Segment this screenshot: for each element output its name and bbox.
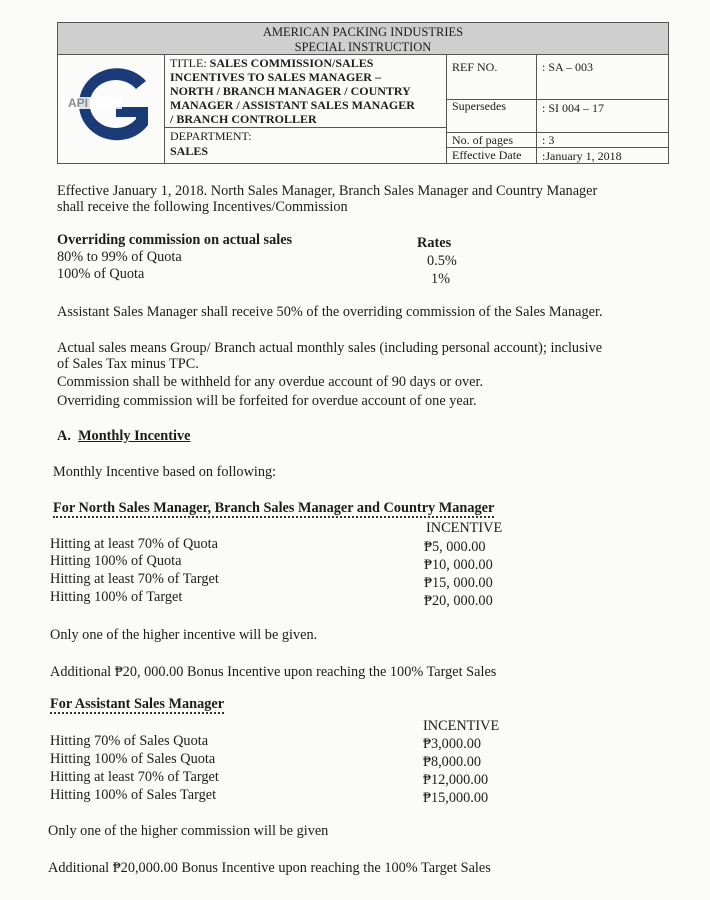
title-line-2: INCENTIVES TO SALES MANAGER – [170, 70, 381, 84]
group2-row-1-value: ₱3,000.00 [423, 736, 481, 752]
group2-heading: For Assistant Sales Manager [50, 696, 225, 712]
title-label: TITLE: [170, 56, 207, 70]
group1-column-header: INCENTIVE [426, 520, 503, 536]
section-a-heading [57, 428, 190, 444]
rates-heading: Rates [417, 235, 452, 251]
group2-row-4-label: Hitting 100% of Sales Target [50, 787, 217, 803]
pages-value: : 3 [542, 133, 555, 147]
group2-bonus: Additional ₱20,000.00 Bonus Incentive upon reaching the 100% Target Sales [48, 860, 491, 876]
title-line-4: MANAGER / ASSISTANT SALES MANAGER [170, 98, 415, 112]
ref-value: : SA – 003 [542, 60, 594, 74]
withheld-note: Commission shall be withheld for any overdue account of 90 days or over. [57, 374, 484, 390]
group1-row-3-label: Hitting at least 70% of Target [50, 571, 219, 587]
group1-bonus: Additional ₱20, 000.00 Bonus Incentive upon reaching the 100% Target Sales [50, 664, 497, 680]
company-logo [58, 55, 164, 163]
rate-value-2: 1% [431, 271, 451, 287]
effective-date-label: Effective Date [452, 148, 522, 162]
department-label: DEPARTMENT: [170, 129, 252, 143]
ref-label: REF NO. [452, 60, 498, 74]
group1-row-1-label: Hitting at least 70% of Quota [50, 536, 218, 552]
intro-line-1: Effective January 1, 2018. North Sales Manager, Branch Sales Manager and Country Manager [57, 183, 598, 199]
section-title: Monthly Incentive [78, 428, 191, 444]
rate-value-1: 0.5% [427, 253, 457, 269]
document-header [57, 22, 669, 164]
company-name: AMERICAN PACKING INDUSTRIES [262, 25, 464, 39]
group2-column-header: INCENTIVE [423, 718, 500, 734]
document-type: SPECIAL INSTRUCTION [294, 40, 432, 54]
group1-row-2-value: ₱10, 000.00 [424, 557, 493, 573]
group2-row-3-value: ₱12,000.00 [423, 772, 489, 788]
rate-label-1: 80% to 99% of Quota [57, 249, 182, 265]
group1-heading: For North Sales Manager, Branch Sales Manager and Country Manager [53, 500, 495, 516]
header-banner [58, 23, 668, 55]
title-block [170, 56, 446, 126]
group2-row-3-label: Hitting at least 70% of Target [50, 769, 219, 785]
group1-row-4-label: Hitting 100% of Target [50, 589, 183, 605]
group2-row-4-value: ₱15,000.00 [423, 790, 489, 806]
group2-note: Only one of the higher commission will be given [48, 823, 329, 839]
asm-note: Assistant Sales Manager shall receive 50% of the overriding commission of the Sales Manager. [57, 304, 603, 320]
overriding-heading: Overriding commission on actual sales [57, 232, 293, 248]
group1-row-3-value: ₱15, 000.00 [424, 575, 493, 591]
group1-row-4-value: ₱20, 000.00 [424, 593, 493, 609]
title-line-5: / BRANCH CONTROLLER [170, 112, 317, 126]
group2-row-2-label: Hitting 100% of Sales Quota [50, 751, 216, 767]
forfeited-note: Overriding commission will be forfeited for overdue account of one year. [57, 393, 477, 409]
rate-label-2: 100% of Quota [57, 266, 145, 282]
group1-row-1-value: ₱5, 000.00 [424, 539, 486, 555]
supersedes-value: : SI 004 – 17 [542, 101, 605, 115]
group1-note: Only one of the higher incentive will be given. [50, 627, 318, 643]
pages-label: No. of pages [452, 133, 513, 147]
section-letter: A. [57, 428, 71, 444]
effective-date-value: :January 1, 2018 [542, 149, 622, 163]
actual-sales-line-2: of Sales Tax minus TPC. [57, 356, 199, 372]
supersedes-label: Supersedes [452, 99, 506, 113]
group1-row-2-label: Hitting 100% of Quota [50, 553, 182, 569]
group2-row-2-value: ₱8,000.00 [423, 754, 481, 770]
group2-row-1-label: Hitting 70% of Sales Quota [50, 733, 209, 749]
actual-sales-line-1: Actual sales means Group/ Branch actual monthly sales (including personal account); inclusive [57, 340, 603, 356]
monthly-intro: Monthly Incentive based on following: [53, 464, 277, 480]
title-line-3: NORTH / BRANCH MANAGER / COUNTRY [170, 84, 411, 98]
department-value: SALES [170, 144, 209, 158]
intro-line-2: shall receive the following Incentives/Commission [57, 199, 348, 215]
logo-text: API [68, 96, 89, 110]
title-line-1: SALES COMMISSION/SALES [209, 56, 374, 70]
